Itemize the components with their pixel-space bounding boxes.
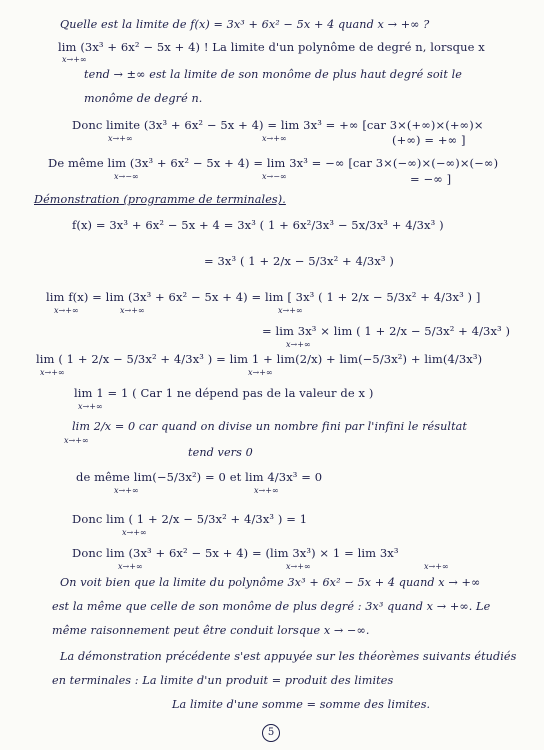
limit-subscript: x→+∞ bbox=[108, 134, 133, 143]
limit-subscript: x→+∞ bbox=[40, 368, 65, 377]
text-line: tend vers 0 bbox=[188, 446, 253, 459]
limit-subscript: x→+∞ bbox=[424, 562, 449, 571]
limit-subscript: x→+∞ bbox=[64, 436, 89, 445]
limit-subscript: x→+∞ bbox=[120, 306, 145, 315]
text-line: tend → ±∞ est la limite de son monôme de plus haut degré soit le bbox=[84, 68, 462, 81]
limit-subscript: x→+∞ bbox=[62, 55, 87, 64]
math-line: lim f(x) = lim (3x³ + 6x² − 5x + 4) = lim [ 3x³ ( 1 + 2/x − 5/3x² + 4/3x³ ) ] bbox=[46, 290, 481, 304]
math-line: de même lim(−5/3x²) = 0 et lim 4/3x³ = 0 bbox=[76, 470, 323, 484]
limit-subscript: x→+∞ bbox=[286, 562, 311, 571]
limit-subscript: x→−∞ bbox=[114, 172, 139, 181]
limit-subscript: x→−∞ bbox=[262, 172, 287, 181]
theorem-line: La démonstration précédente s'est appuyée sur les théorèmes suivants étudiés bbox=[60, 650, 517, 663]
conclusion-line: même raisonnement peut être conduit lorsque x → −∞. bbox=[52, 624, 370, 637]
limit-subscript: x→+∞ bbox=[286, 340, 311, 349]
limit-subscript: x→+∞ bbox=[248, 368, 273, 377]
question-line: Quelle est la limite de f(x) = 3x³ + 6x² − 5x + 4 quand x → +∞ ? bbox=[60, 18, 430, 31]
text-line: lim 2/x = 0 car quand on divise un nombre fini par l'infini le résultat bbox=[72, 420, 468, 433]
math-line: De même lim (3x³ + 6x² − 5x + 4) = lim 3x³ = −∞ [car 3×(−∞)×(−∞)×(−∞) bbox=[48, 156, 499, 170]
limit-subscript: x→+∞ bbox=[54, 306, 79, 315]
limit-subscript: x→+∞ bbox=[254, 486, 279, 495]
limit-subscript: x→+∞ bbox=[122, 528, 147, 537]
limit-subscript: x→+∞ bbox=[78, 402, 103, 411]
theorem-line: en terminales : La limite d'un produit = produit des limites bbox=[52, 674, 394, 687]
limit-subscript: x→+∞ bbox=[118, 562, 143, 571]
text-line: monôme de degré n. bbox=[84, 92, 203, 105]
math-line: = 3x³ ( 1 + 2/x − 5/3x² + 4/3x³ ) bbox=[204, 254, 394, 268]
conclusion-line: On voit bien que la limite du polynôme 3x³ + 6x² − 5x + 4 quand x → +∞ bbox=[60, 576, 481, 589]
limit-subscript: x→+∞ bbox=[114, 486, 139, 495]
math-line: lim ( 1 + 2/x − 5/3x² + 4/3x³ ) = lim 1 + lim(2/x) + lim(−5/3x²) + lim(4/3x³) bbox=[36, 352, 483, 366]
math-line: Donc lim (3x³ + 6x² − 5x + 4) = (lim 3x³) × 1 = lim 3x³ bbox=[72, 546, 399, 560]
theorem-line: La limite d'une somme = somme des limites. bbox=[172, 698, 431, 711]
math-line: = −∞ ] bbox=[410, 172, 452, 186]
math-line: f(x) = 3x³ + 6x² − 5x + 4 = 3x³ ( 1 + 6x²/3x³ − 5x/3x³ + 4/3x³ ) bbox=[72, 218, 444, 232]
math-line: = lim 3x³ × lim ( 1 + 2/x − 5/3x² + 4/3x³ ) bbox=[262, 324, 511, 338]
limit-subscript: x→+∞ bbox=[262, 134, 287, 143]
math-line: Donc limite (3x³ + 6x² − 5x + 4) = lim 3x³ = +∞ [car 3×(+∞)×(+∞)× bbox=[72, 118, 484, 132]
text-line: lim (3x³ + 6x² − 5x + 4) ! La limite d'un polynôme de degré n, lorsque x bbox=[58, 40, 485, 54]
section-heading: Démonstration (programme de terminales). bbox=[34, 193, 286, 206]
math-line: Donc lim ( 1 + 2/x − 5/3x² + 4/3x³ ) = 1 bbox=[72, 512, 308, 526]
page-number: 5 bbox=[262, 724, 280, 742]
math-line: (+∞) = +∞ ] bbox=[392, 133, 466, 147]
conclusion-line: est la même que celle de son monôme de plus degré : 3x³ quand x → +∞. Le bbox=[52, 600, 491, 613]
math-line: lim 1 = 1 ( Car 1 ne dépend pas de la valeur de x ) bbox=[74, 386, 374, 400]
limit-subscript: x→+∞ bbox=[278, 306, 303, 315]
